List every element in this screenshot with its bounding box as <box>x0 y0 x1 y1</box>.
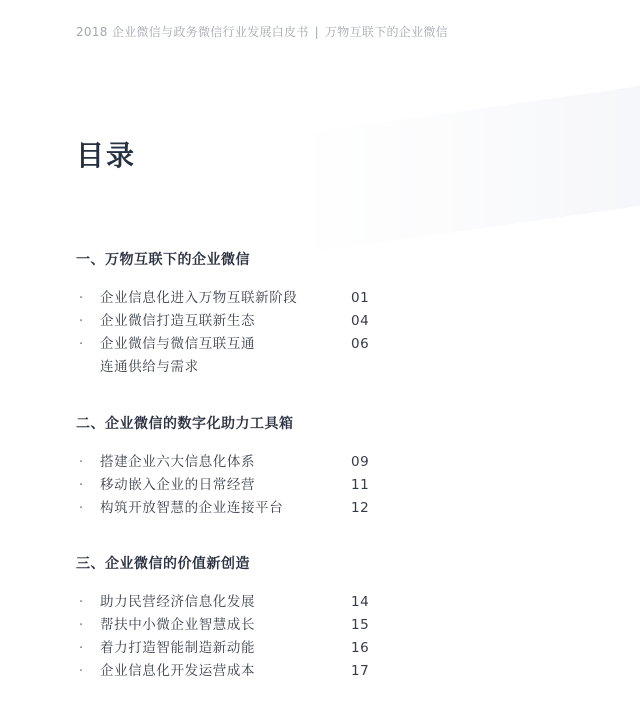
toc-entry-page: 06 <box>351 336 370 352</box>
toc-entry[interactable] <box>76 474 376 497</box>
bullet-icon: · <box>78 594 84 610</box>
toc-entry[interactable] <box>76 660 376 683</box>
toc-entry-title: 帮扶中小微企业智慧成长 <box>100 617 256 633</box>
toc-entry-page: 16 <box>351 640 370 656</box>
toc-entry[interactable] <box>76 591 376 614</box>
toc-entry-title: 企业信息化进入万物互联新阶段 <box>100 290 298 306</box>
toc-entry-title: 企业信息化开发运营成本 <box>100 663 256 679</box>
toc-entry[interactable] <box>76 497 376 520</box>
toc-entry[interactable] <box>76 287 376 310</box>
toc-entry-page: 12 <box>351 500 370 516</box>
toc-entry-page: 15 <box>351 617 370 633</box>
toc-entry[interactable] <box>76 333 376 356</box>
background-decoration <box>300 86 640 254</box>
toc-entry-continuation <box>76 356 376 379</box>
running-header <box>76 23 448 40</box>
toc-entry-title: 着力打造智能制造新动能 <box>100 640 256 656</box>
toc-entry-title: 企业微信打造互联新生态 <box>100 313 256 329</box>
bullet-icon: · <box>78 640 84 656</box>
toc-section-2 <box>76 414 376 520</box>
toc-entry[interactable] <box>76 637 376 660</box>
toc-entry-page: 14 <box>351 594 370 610</box>
toc-entry[interactable] <box>76 451 376 474</box>
toc-entry[interactable] <box>76 614 376 637</box>
toc-entry-title-continuation: 连通供给与需求 <box>100 359 199 375</box>
bullet-icon: · <box>78 313 84 329</box>
toc-entry-page: 01 <box>351 290 370 306</box>
bullet-icon: · <box>78 454 84 470</box>
toc-entry-title: 构筑开放智慧的企业连接平台 <box>100 500 284 516</box>
toc-entry[interactable] <box>76 310 376 333</box>
bullet-icon: · <box>78 617 84 633</box>
section-heading: 三、企业微信的价值新创造 <box>76 556 250 572</box>
bullet-icon: · <box>78 336 84 352</box>
bullet-icon: · <box>78 290 84 306</box>
toc-section-1 <box>76 250 376 379</box>
toc-entry-title: 移动嵌入企业的日常经营 <box>100 477 256 493</box>
toc-entry-page: 11 <box>351 477 370 493</box>
toc-entry-title: 搭建企业六大信息化体系 <box>100 454 256 470</box>
section-heading: 二、企业微信的数字化助力工具箱 <box>76 416 294 432</box>
bullet-icon: · <box>78 477 84 493</box>
page-title: 目录 <box>76 139 137 172</box>
bullet-icon: · <box>78 500 84 516</box>
toc-entry-title: 助力民营经济信息化发展 <box>100 594 256 610</box>
bullet-icon: · <box>78 663 84 679</box>
toc-entry-page: 04 <box>351 313 370 329</box>
toc-section-3 <box>76 554 376 683</box>
toc-entry-page: 17 <box>351 663 370 679</box>
toc-entry-page: 09 <box>351 454 370 470</box>
toc-entry-title: 企业微信与微信互联互通 <box>100 336 256 352</box>
header-chapter-title: 万物互联下的企业微信 <box>325 25 449 39</box>
header-document-title: 2018 企业微信与政务微信行业发展白皮书 <box>76 25 309 39</box>
header-separator: | <box>314 25 319 39</box>
section-heading: 一、万物互联下的企业微信 <box>76 252 250 268</box>
